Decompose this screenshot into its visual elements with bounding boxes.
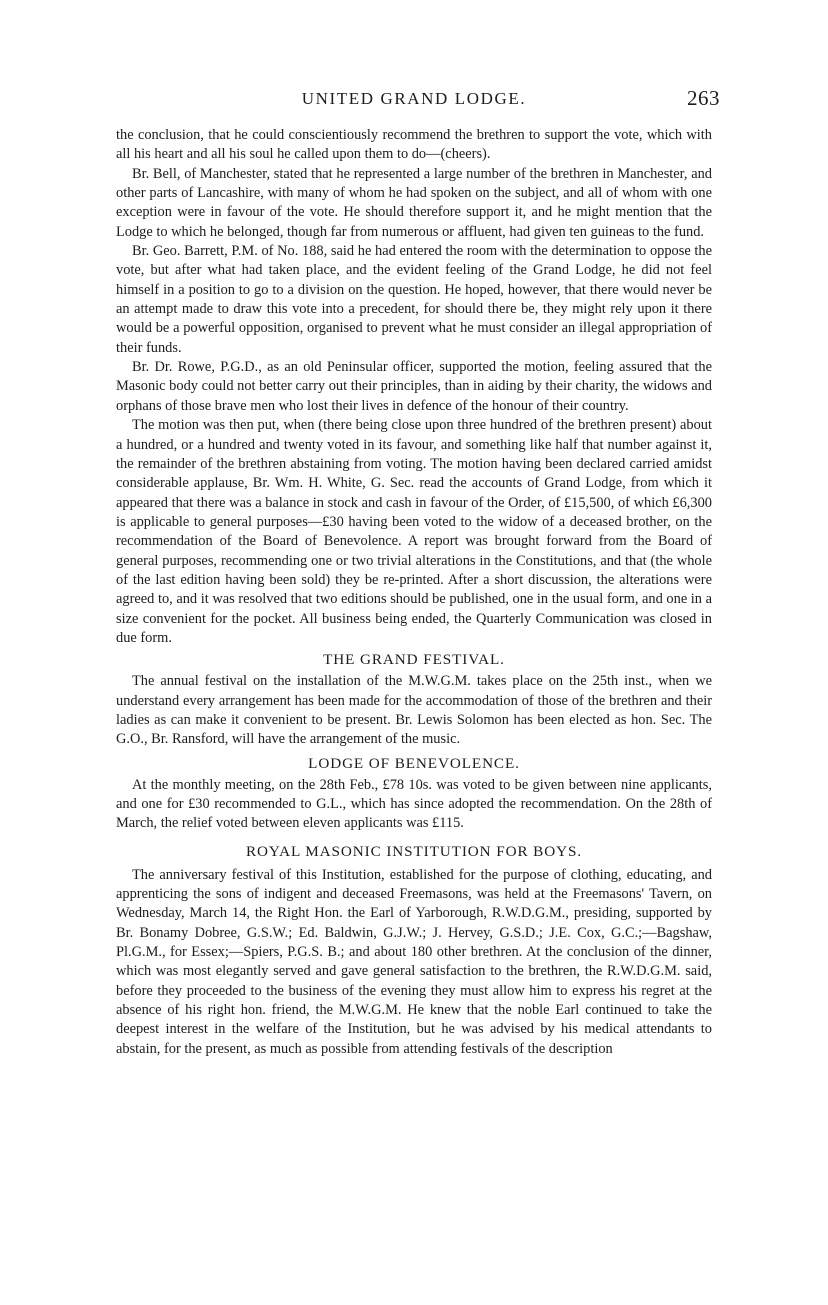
paragraph-bell: Br. Bell, of Manchester, stated that he represented a large number of the brethren in Manchester, and other parts of Lancashire, with many of whom he had spoken on the subject, and all of whom with one exception were in favour of the vote. He should therefore support it, and he might mention that the Lodge to which he belonged, though far from numerous or affluent, had given ten guineas to the fund. <box>116 165 712 240</box>
paragraph-continuation: the conclusion, that he could conscientiously recommend the brethren to support the vote, which with all his heart and all his soul he called upon them to do—(cheers). <box>116 127 712 163</box>
page-number: 263 <box>687 86 720 110</box>
paragraph-rowe: Br. Dr. Rowe, P.G.D., as an old Peninsular officer, supported the motion, feeling assured that the Masonic body could not better carry out their principles, than in aiding by their charity, the widows and orphans of those brave men who lost their lives in defence of the honour of their country. <box>116 359 712 414</box>
section-heading-benevolence: LODGE OF BENEVOLENCE. <box>308 754 520 772</box>
paragraph-benevolence: At the monthly meeting, on the 28th Feb., £78 10s. was voted to be given between nine applicants, and one for £30 recommended to G.L., which has since adopted the recommendation. On the 28th of March, the relief voted between eleven applicants was £115. <box>116 776 712 832</box>
section-heading-boys-institution: ROYAL MASONIC INSTITUTION FOR BOYS. <box>246 842 582 860</box>
paragraph-festival: The annual festival on the installation of the M.W.G.M. takes place on the 25th inst., when we understand every arrangement has been made for the accommodation of those of the brethren and their ladies as can make it convenient to be present. Br. Lewis Solomon has been elected as hon. Sec. The G.O., Br. Ransford, will have the arrangement of the music. <box>116 673 712 748</box>
page-header <box>116 86 720 112</box>
paragraph-barrett: Br. Geo. Barrett, P.M. of No. 188, said he had entered the room with the determination to oppose the vote, but after what had taken place, and the evident feeling of the Grand Lodge, he did not feel himself in a position to go to a division on the question. He hoped, however, that there would never be an attempt made to draw this vote into a precedent, for should there be, they might rely upon it there would be a powerful opposition, organised to prevent what he must consider an illegal appropriation of their funds. <box>116 243 712 356</box>
page-body <box>116 126 712 1059</box>
paragraph-boys-institution: The anniversary festival of this Institution, established for the purpose of clothing, educating, and apprenticing the sons of indigent and deceased Freemasons, was held at the Freemasons' Tavern, on Wednesday, March 14, the Right Hon. the Earl of Yarborough, R.W.D.G.M., presiding, supported by Br. Bonamy Dobree, G.S.W.; Ed. Baldwin, G.J.W.; J. Hervey, G.S.D.; J.E. Cox, G.C.;—Bagshaw, Pl.G.M., for Essex;—Spiers, P.G.S. B.; and about 180 other brethren. At the conclusion of the dinner, which was most elegantly served and gave general satisfaction to the brethren, the R.W.D.G.M. said, before they proceeded to the business of the evening they must allow him to express his regret at the absence of his right hon. friend, the M.W.G.M. He knew that the noble Earl continued to take the deepest interest in the welfare of the Institution, but he was advised by his medical attendants to abstain, for the present, as much as possible from attending festivals of the description <box>116 866 712 1057</box>
running-head: UNITED GRAND LODGE. <box>301 89 527 108</box>
section-heading-grand-festival: THE GRAND FESTIVAL. <box>323 651 505 669</box>
paragraph-motion: The motion was then put, when (there being close upon three hundred of the brethren present) about a hundred, or a hundred and twenty voted in its favour, and something like half that number against it, the remainder of the brethren abstaining from voting. The motion having been declared carried amidst considerable applause, Br. Wm. H. White, G. Sec. read the accounts of Grand Lodge, from which it appeared that there was a balance in stock and cash in favour of the Order, of £15,500, of which £6,300 is applicable to general purposes—£30 having been voted to the widow of a deceased brother, on the recommendation of the Board of Benevolence. A report was brought forward from the Board of general purposes, recommending one or two trivial alterations in the Constitutions, and that (the whole of the last edition having been sold) they be re-printed. After a short discussion, the alterations were agreed to, and it was resolved that two editions should be published, one in the usual form, and one in a size convenient for the pocket. All business being ended, the Quarterly Communication was closed in due form. <box>116 417 712 646</box>
